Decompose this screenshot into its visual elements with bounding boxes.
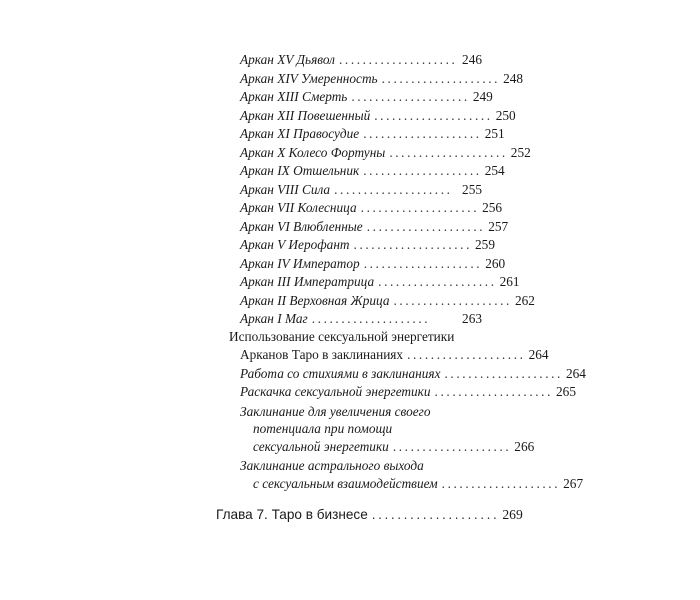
toc-entry-title: Аркан II Верховная Жрица bbox=[240, 293, 390, 308]
toc-entry-title: Аркан IX Отшельник bbox=[240, 163, 360, 178]
dot-leader: .................... bbox=[334, 182, 453, 197]
toc-entry-title: Аркан VIII Сила bbox=[240, 182, 331, 197]
chapter-title: Глава 7. Таро в бизнесе bbox=[216, 507, 368, 522]
toc-entry-title: Аркан XV Дьявол bbox=[240, 52, 335, 67]
toc-entry bbox=[240, 163, 505, 179]
toc-entry-title: Аркан XII Повешенный bbox=[240, 108, 371, 123]
toc-entry-title: Аркан VII Колесница bbox=[240, 200, 357, 215]
toc-entry bbox=[240, 274, 520, 290]
toc-entry-title: Аркан III Императрица bbox=[240, 274, 375, 289]
toc-entry bbox=[240, 366, 586, 382]
dot-leader: .................... bbox=[311, 311, 431, 326]
toc-entry-title: Аркан I Маг bbox=[240, 311, 308, 326]
toc-entry bbox=[240, 256, 506, 272]
toc-entry bbox=[240, 311, 482, 327]
toc-entry bbox=[240, 126, 505, 142]
dot-leader: .................... bbox=[393, 293, 512, 308]
toc-entry bbox=[240, 71, 524, 87]
toc-page-number: 264 bbox=[528, 347, 549, 362]
dot-leader: .................... bbox=[434, 384, 554, 399]
toc-entry bbox=[253, 476, 584, 492]
toc-entry bbox=[253, 439, 535, 455]
dot-leader: .................... bbox=[371, 507, 500, 522]
dot-leader: .................... bbox=[378, 274, 497, 289]
toc-entry-title: Аркан X Колесо Фортуны bbox=[240, 145, 386, 160]
toc-page-number: 260 bbox=[485, 256, 506, 271]
dot-leader: .................... bbox=[444, 366, 563, 381]
toc-page-number: 269 bbox=[502, 507, 523, 522]
toc-page-number: 257 bbox=[488, 219, 509, 234]
toc-page-number: 255 bbox=[462, 182, 482, 197]
dot-leader: .................... bbox=[363, 163, 482, 178]
toc-page-number: 246 bbox=[462, 52, 482, 67]
toc-page-number: 263 bbox=[462, 311, 482, 326]
toc-entry-title-line: Заклинание для увеличения своего bbox=[240, 404, 431, 419]
toc-entry bbox=[240, 182, 482, 198]
toc-entry-title: Аркан VI Влюбленные bbox=[240, 219, 363, 234]
toc-page-number: 262 bbox=[514, 293, 535, 308]
toc-page-number: 265 bbox=[556, 384, 576, 399]
toc-page-number: 267 bbox=[563, 476, 584, 491]
toc-entry-title-line: Заклинание астрального выхода bbox=[240, 458, 424, 473]
toc-entry-title: Аркан XIII Смерть bbox=[240, 89, 348, 104]
dot-leader: .................... bbox=[374, 108, 493, 123]
toc-section-title-line: Использование сексуальной энергетики bbox=[229, 329, 455, 344]
toc-entry bbox=[240, 108, 516, 124]
toc-entry bbox=[240, 293, 535, 309]
toc-page-number: 256 bbox=[482, 200, 503, 215]
dot-leader: .................... bbox=[441, 476, 561, 491]
toc-page-number: 248 bbox=[503, 71, 524, 86]
dot-leader: .................... bbox=[353, 237, 473, 252]
dot-leader: .................... bbox=[338, 52, 458, 67]
toc-entry-title: с сексуальным взаимодействием bbox=[253, 476, 438, 491]
toc-page-number: 266 bbox=[514, 439, 535, 454]
toc-section-title: Арканов Таро в заклинаниях bbox=[240, 347, 404, 362]
toc-entry-title: Аркан XI Правосудие bbox=[240, 126, 360, 141]
toc-page-number: 259 bbox=[475, 237, 495, 252]
toc-page-number: 254 bbox=[484, 163, 505, 178]
toc-chapter-entry bbox=[216, 507, 523, 523]
dot-leader: .................... bbox=[363, 256, 483, 271]
toc-page-number: 249 bbox=[472, 89, 493, 104]
toc-section-entry bbox=[240, 347, 549, 363]
toc-entry bbox=[240, 237, 495, 253]
dot-leader: .................... bbox=[407, 347, 526, 362]
toc-entry-title: Аркан V Иерофант bbox=[240, 237, 350, 252]
toc-entry-title-line: потенциала при помощи bbox=[253, 421, 393, 436]
toc-entry-title: Аркан XIV Умеренность bbox=[240, 71, 378, 86]
toc-entry-title: Аркан IV Император bbox=[240, 256, 360, 271]
toc-page-number: 250 bbox=[495, 108, 516, 123]
dot-leader: .................... bbox=[366, 219, 486, 234]
toc-entry-title: сексуальной энергетики bbox=[253, 439, 389, 454]
dot-leader: .................... bbox=[363, 126, 482, 141]
toc-page-number: 252 bbox=[510, 145, 531, 160]
dot-leader: .................... bbox=[351, 89, 470, 104]
dot-leader: .................... bbox=[360, 200, 480, 215]
toc-entry-title: Раскачка сексуальной энергетики bbox=[240, 384, 431, 399]
toc-page-number: 264 bbox=[565, 366, 586, 381]
toc-page-number: 261 bbox=[499, 274, 520, 289]
dot-leader: .................... bbox=[389, 145, 508, 160]
toc-entry bbox=[240, 219, 509, 235]
toc-entry bbox=[240, 145, 531, 161]
toc-entry-title: Работа со стихиями в заклинаниях bbox=[240, 366, 441, 381]
toc-entry bbox=[240, 384, 576, 400]
toc-page-number: 251 bbox=[484, 126, 505, 141]
toc-entry bbox=[240, 89, 493, 105]
dot-leader: .................... bbox=[381, 71, 501, 86]
toc-entry bbox=[240, 200, 503, 216]
dot-leader: .................... bbox=[392, 439, 512, 454]
toc-entry bbox=[240, 52, 482, 68]
